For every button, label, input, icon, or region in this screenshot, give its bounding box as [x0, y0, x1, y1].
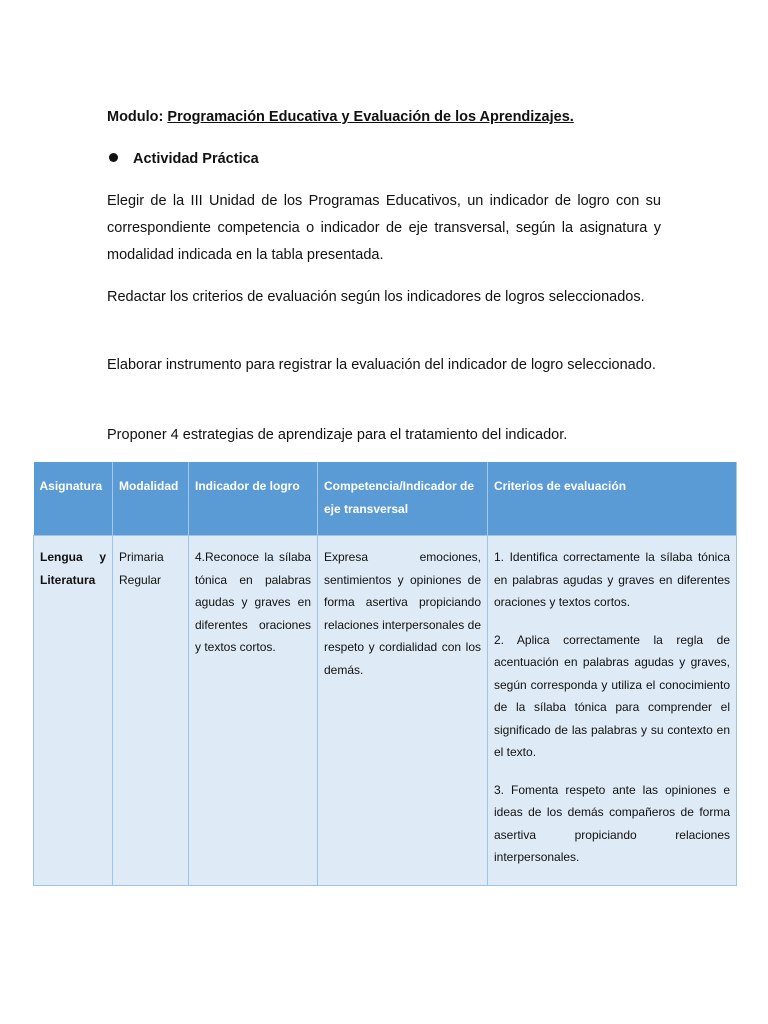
cell-asignatura: Lengua y Literatura — [34, 536, 113, 886]
instruction-paragraph-3: Elaborar instrumento para registrar la evaluación del indicador de logro seleccionado. — [107, 357, 656, 373]
module-heading — [107, 104, 661, 131]
table-row — [34, 536, 737, 886]
cell-competencia: Expresa emociones, sentimientos y opiniones de forma asertiva propiciando relaciones interpersonales de respeto y cordialidad con los demás. — [318, 536, 488, 886]
activity-table — [33, 462, 737, 886]
module-title: Programación Educativa y Evaluación de los Aprendizajes. — [167, 109, 574, 125]
criterion-item-2: 2. Aplica correctamente la regla de acentuación en palabras agudas y graves, según corresponda y utiliza el conocimiento de la sílaba tónica para comprender el significado de las palabras y su contexto en el texto. — [494, 632, 730, 759]
bullet-icon — [109, 153, 118, 162]
header-criterios: Criterios de evaluación — [488, 463, 737, 536]
criterion-item-1: 1. Identifica correctamente la sílaba tónica en palabras agudas y graves en diferentes oraciones y textos cortos. — [494, 550, 730, 609]
activity-bullet — [107, 146, 661, 173]
header-competencia: Competencia/Indicador de eje transversal — [318, 463, 488, 536]
cell-indicador: 4.Reconoce la sílaba tónica en palabras agudas y graves en diferentes oraciones y textos cortos. — [189, 536, 318, 886]
instruction-paragraph-1: Elegir de la III Unidad de los Programas Educativos, un indicador de logro con su correspondiente competencia o indicador de eje transversal, según la asignatura y modalidad indicada en la tabla presentada. — [107, 193, 661, 263]
header-modalidad: Modalidad — [113, 463, 189, 536]
activity-title: Actividad Práctica — [133, 151, 259, 167]
cell-modalidad: Primaria Regular — [113, 536, 189, 886]
instruction-paragraph-2: Redactar los criterios de evaluación según los indicadores de logros seleccionados. — [107, 289, 645, 305]
cell-criterios — [488, 536, 737, 886]
header-indicador: Indicador de logro — [189, 463, 318, 536]
table-header-row — [34, 463, 737, 536]
module-label: Modulo: — [107, 109, 164, 125]
instruction-paragraph-4: Proponer 4 estrategias de aprendizaje para el tratamiento del indicador. — [107, 427, 568, 443]
criterion-item-3: 3. Fomenta respeto ante las opiniones e ideas de los demás compañeros de forma asertiva propiciando relaciones interpersonales. — [494, 782, 730, 864]
header-asignatura: Asignatura — [34, 463, 113, 536]
